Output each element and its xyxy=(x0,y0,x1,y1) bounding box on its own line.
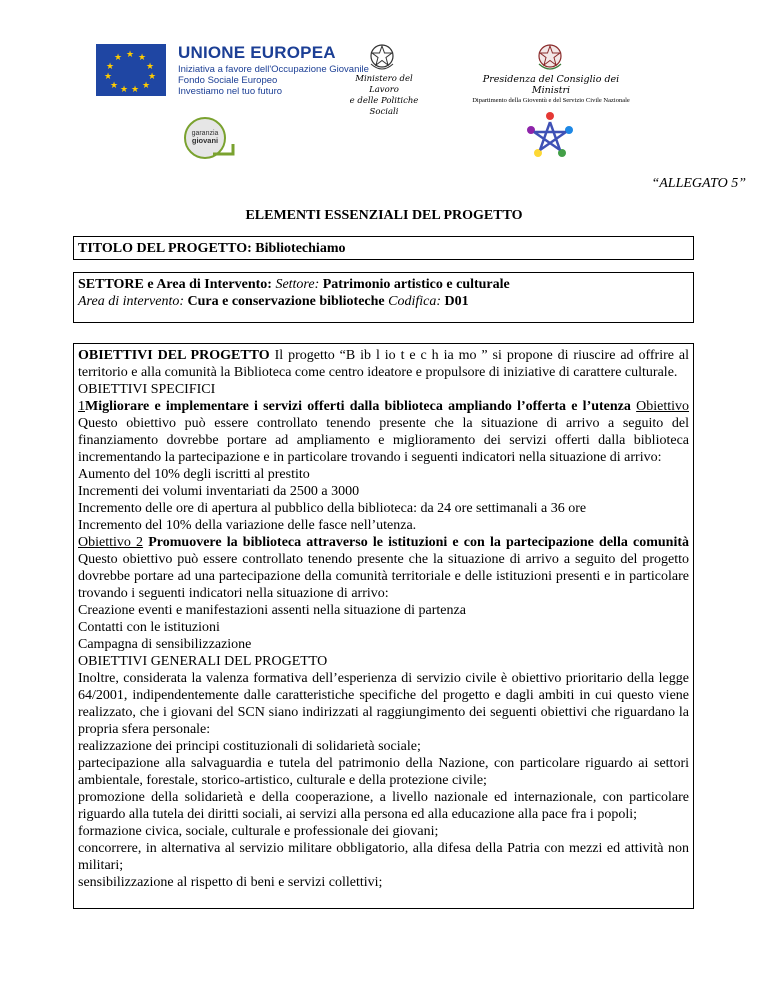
obiettivi-specifici-heading: OBIETTIVI SPECIFICI xyxy=(78,382,216,397)
obiettivo-1-title: Migliorare e implementare i servizi offerti dalla biblioteca ampliando l’offerta e l’utenza xyxy=(85,399,631,414)
generali-item: concorrere, in alternativa al servizio militare obbligatorio, alla difesa della Patria con mezzi ed attività non militari; xyxy=(78,841,689,873)
obiettivi-intro-paragraph xyxy=(78,347,689,381)
obiettivi-intro: Il progetto “B ib l io t e c h ia mo ” si propone di riuscire ad offrire al territorio e alla comunità la Biblioteca come centro ideatore e propulsore di iniziative di carattere culturale. xyxy=(78,348,690,380)
presidency-emblem-icon xyxy=(535,40,565,74)
settore-value: Patrimonio artistico e culturale xyxy=(322,277,510,292)
eu-title: UNIONE EUROPEA xyxy=(178,43,336,62)
gg-logo-text-2: giovani xyxy=(191,136,219,145)
obiettivo-1-text: Questo obiettivo può essere controllato tenendo presente che la situazione di arrivo a seguito del finanziamento dovrebbe portare ad ampliamento e miglioramento dei servizi offerti dalla biblioteca incrementando la partecipazione e in particolare trovando i seguenti indicatori nella situazione di arrivo: xyxy=(78,416,689,465)
ob2-indicator: Contatti con le istituzioni xyxy=(78,620,220,635)
obiettivo-2-label: Obiettivo 2 xyxy=(78,535,144,550)
obiettivo-2-text: Questo obiettivo può essere controllato tenendo presente che la situazione di arrivo a seguito del progetto dovrebbe portare ad una partecipazione della comunità territoriale e delle istituzioni presenti e in particolare trovando i seguenti indicatori nella situazione di arrivo: xyxy=(78,552,689,601)
ob1-indicator: Aumento del 10% degli iscritti al prestito xyxy=(78,467,310,482)
titolo-label: TITOLO DEL PROGETTO: xyxy=(78,241,252,256)
generali-item: promozione della solidarietà e della cooperazione, a livello nazionale ed internazionale, con particolare riguardo alla tutela dei diritti sociali, ai servizi alla persona ed alla educazione alla pace fra i popoli; xyxy=(78,790,689,822)
area-value: Cura e conservazione biblioteche xyxy=(187,294,385,309)
titolo-value: Bibliotechiamo xyxy=(255,241,346,256)
ministry-line-2: e delle Politiche Sociali xyxy=(349,96,419,117)
ministry-line-1: Ministero del Lavoro xyxy=(355,74,413,95)
generali-item: formazione civica, sociale, culturale e professionale dei giovani; xyxy=(78,824,439,839)
eu-line-3: Investiamo nel tuo futuro xyxy=(178,86,283,97)
obiettivo-1-number: 1 xyxy=(78,399,85,414)
presidency-subtitle: Dipartimento della Gioventù e del Servizio Civile Nazionale xyxy=(472,97,630,104)
garanzia-giovani-logo xyxy=(183,116,237,160)
generali-item: partecipazione alla salvaguardia e tutela del patrimonio della Nazione, con particolare riguardo ai settori ambientale, forestale, storico-artistico, culturale e della protezione civile; xyxy=(78,756,689,788)
eu-line-1: Iniziativa a favore dell'Occupazione Giovanile xyxy=(178,64,369,75)
settore-label: Settore: xyxy=(275,277,320,292)
servizio-civile-star-logo xyxy=(524,110,576,162)
obiettivi-heading: OBIETTIVI DEL PROGETTO xyxy=(78,348,270,363)
gg-logo-text-1: garanzia xyxy=(191,130,219,137)
presidency-title: Presidenza del Consiglio dei Ministri xyxy=(482,74,620,96)
presidency-text xyxy=(470,74,632,105)
italian-emblem-icon xyxy=(367,40,397,74)
area-label: Area di intervento: xyxy=(78,294,185,309)
generali-item: sensibilizzazione al rispetto di beni e servizi collettivi; xyxy=(78,875,383,890)
ob1-indicator: Incremento delle ore di apertura al pubblico della biblioteca: da 24 ore settimanali a 36 ore xyxy=(78,501,587,516)
obiettivo-1-paragraph xyxy=(78,398,689,466)
ob2-indicator: Campagna di sensibilizzazione xyxy=(78,637,252,652)
obiettivi-generali-heading: OBIETTIVI GENERALI DEL PROGETTO xyxy=(78,654,328,669)
settore-heading: SETTORE e Area di Intervento: xyxy=(78,277,272,292)
ob1-indicator: Incrementi dei volumi inventariati da 2500 a 3000 xyxy=(78,484,360,499)
ministry-text xyxy=(341,74,427,118)
ob1-indicator: Incremento del 10% della variazione delle fasce nell’utenza. xyxy=(78,518,417,533)
allegato-label: “ALLEGATO 5” xyxy=(651,176,746,191)
obiettivi-box xyxy=(73,343,694,909)
document-title: ELEMENTI ESSENZIALI DEL PROGETTO xyxy=(245,208,523,223)
eu-flag-logo: ★ ★ ★ ★ ★ ★ ★ ★ ★ ★ ★ xyxy=(96,44,166,96)
obiettivo-2-title: Promuovere la biblioteca attraverso le istituzioni e con la partecipazione della comunità xyxy=(148,535,690,550)
ob2-indicator: Creazione eventi e manifestazioni assenti nella situazione di partenza xyxy=(78,603,466,618)
codifica-label: Codifica: xyxy=(388,294,442,309)
eu-line-2: Fondo Sociale Europeo xyxy=(178,75,278,86)
obiettivo-1-label: Obiettivo xyxy=(636,399,690,414)
codifica-value: D01 xyxy=(444,294,469,309)
titolo-box xyxy=(73,236,694,260)
obiettivi-generali-intro: Inoltre, considerata la valenza formativa dell’esperienza di servizio civile è obiettivo prioritario della legge 64/2001, indipendentemente dalle caratteristiche specifiche del progetto e dagli ambiti in cui questo viene realizzato, che i giovani del SCN siano indirizzati al raggiungimento dei seguenti obiettivi che riguardano la propria sfera personale: xyxy=(78,671,689,737)
settore-box xyxy=(73,272,694,323)
generali-item: realizzazione dei principi costituzionali di solidarietà sociale; xyxy=(78,739,421,754)
obiettivo-2-paragraph xyxy=(78,534,689,602)
